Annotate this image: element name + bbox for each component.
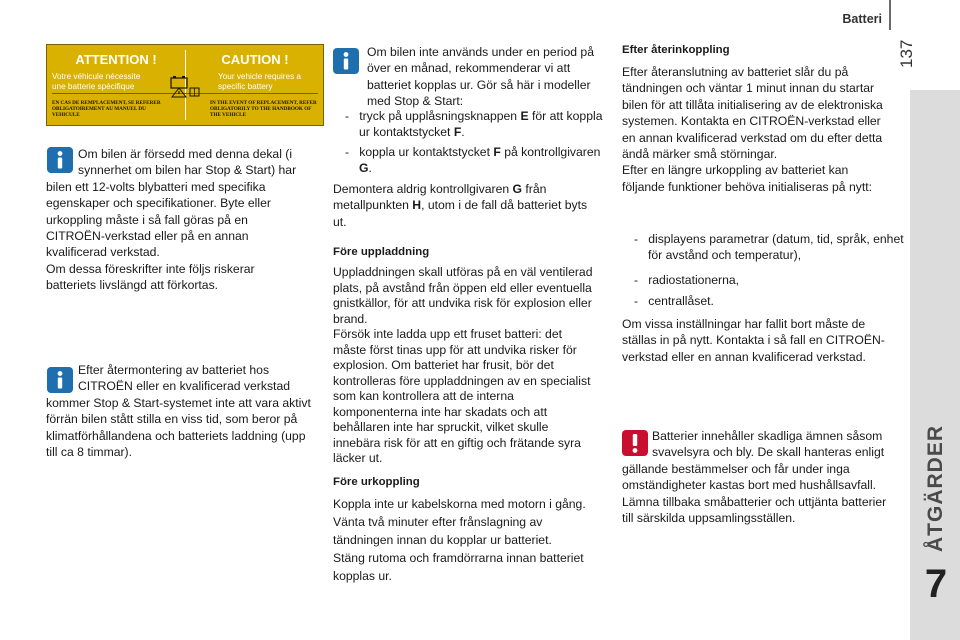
key-g-2: G	[512, 182, 523, 196]
page-header-title: Batteri	[842, 12, 882, 26]
warn-b-text: Lämna tillbaka småbatterier och uttjänta batterier till särskilda uppsamlingsställen.	[622, 494, 887, 526]
step1b: för att koppla ur kontaktstycket	[359, 109, 603, 140]
label-fr-small: EN CAS DE REMPLACEMENT, SE REFERER OBLIGATOIREMENT AU MANUEL DU VEHICULE	[52, 100, 161, 119]
demontera-a: Demontera aldrig kontrollgivaren	[333, 182, 513, 196]
step2c: .	[368, 161, 372, 176]
label-fr-title: ATTENTION !	[75, 52, 157, 67]
header-divider	[889, 0, 891, 30]
list-item-1: displayens parametrar (datum, tid, språk, enhet för avstånd och temperatur),	[648, 232, 904, 263]
note1b-text: Om dessa föreskrifter inte följs riskerar batteriets livslängd att förkortas.	[46, 261, 255, 293]
p2b: Vänta två minuter efter frånslagning av tändningen innan du kopplar ur batteriet.	[333, 515, 552, 547]
icon-spacer	[622, 428, 652, 458]
p1b: Försök inte ladda upp ett fruset batteri: det måste först tinas upp för att undvika risker för explosion. Om batteriet har frusit, bör det kontrolleras före uppladdningen av en specialist som kan kontrollera att de interna komponenterna inte har skadats och att behållaren inte har spruckit, vilket skulle innebära risk för att en giftig och frätande syra läcker ut.	[333, 327, 591, 465]
icon-spacer	[46, 362, 78, 392]
label-symbols	[158, 74, 214, 98]
step-disconnect: - koppla ur kontaktstycket F på kontrollgivaren G.	[345, 145, 601, 176]
list-item: - displayens parametrar (datum, tid, språk, enhet för avstånd och temperatur),	[634, 232, 904, 263]
p2c: Stäng rutoma och framdörrarna innan batteriet kopplas ur.	[333, 551, 584, 583]
chapter-title: ÅTGÄRDER	[924, 425, 947, 553]
note-long-parking: Om bilen inte används under en period på över en månad, rekommenderar vi att batteriet kopplas ur. Gör så här i modeller med Stop & Start:	[367, 45, 594, 109]
demontera-b: från metallpunkten	[333, 182, 547, 213]
list-item: - radiostationerna,	[634, 273, 740, 287]
label-en-text: Your vehicle requires a specific battery	[218, 72, 301, 91]
key-h: H	[412, 198, 422, 213]
label-en-title: CAUTION !	[221, 52, 289, 67]
note-stop-start	[46, 362, 312, 460]
page-number: 137	[897, 39, 916, 69]
key-g: G	[359, 161, 369, 176]
step1a: tryck på upplåsningsknappen	[359, 109, 521, 123]
c3p1b: Efter en längre urkoppling av batteriet kan följande funktioner behöva initialiseras på nytt:	[622, 163, 872, 194]
list-item-3: centrallåset.	[648, 294, 714, 308]
heading-before-charging: Före uppladdning	[333, 246, 430, 258]
note1-text: Om bilen är försedd med denna dekal (i synnerhet om bilen har Stop & Start) har bilen ett 12-volts blybatteri med specifika egenskaper och specifikationer. Byte eller urkoppling måste i så fall göras på en CITROËN-verkstad eller på en annan kvalificerad verkstad.	[46, 147, 297, 260]
warn-text: Batterier innehåller skadliga ämnen såsom svavelsyra och bly. De skall hanteras enligt gällande bestämmelser och får under inga omständigheter kastas bort med hushållsavfall.	[622, 429, 885, 493]
demontera-text	[333, 181, 595, 230]
chapter-number: 7	[924, 562, 948, 606]
key-e: E	[520, 109, 529, 123]
step2b: på kontrollgivaren	[500, 145, 601, 159]
battery-symbol-icon	[171, 76, 187, 88]
heading-before-disconnect: Före urkoppling	[333, 476, 420, 488]
p2: Koppla inte ur kabelskorna med motorn i gång.	[333, 497, 586, 511]
note2-text: Efter återmontering av batteriet hos CITROËN eller en kvalificerad verkstad kommer Stop & Start-systemet inte att vara aktivt förrän bilen stått stilla en viss tid, som beror på klimatförhållandena och batteriets laddning (upp till ca 8 timmar).	[46, 363, 311, 460]
before-charging-text	[333, 265, 597, 467]
settings-lost-text: Om vissa inställningar har fallit bort måste de ställas in på nytt. Kontakta i så fall en CITROËN-verkstad eller en annan kvalificerad verkstad.	[622, 317, 885, 364]
before-disconnect-text	[333, 495, 595, 585]
p1: Uppladdningen skall utföras på en väl ventilerad plats, på avstånd från öppen eld eller eventuella gnistkällor, för att undvika risk för explosion eller brand.	[333, 265, 593, 326]
warning-triangle-icon	[172, 88, 186, 97]
c3p1: Efter återanslutning av batteriet slår du på tändningen och väntar 1 minut innan du startar bilen för att tillåta initialisering av de elektroniska systemen. Kontakta en CITROËN-verkstad eller en annan kvalificerad verkstad om du efter detta ändå märker små störningar.	[622, 65, 883, 162]
demontera-c: , utom i de fall då batteriet byts ut.	[333, 198, 588, 229]
step1c: .	[461, 125, 465, 140]
battery-caution-label	[46, 44, 324, 126]
icon-spacer	[46, 146, 78, 176]
list-item: - centrallåset.	[634, 294, 714, 308]
warning-note	[622, 428, 888, 526]
list-item-2: radiostationerna,	[648, 273, 740, 287]
key-f: F	[453, 125, 462, 140]
note-sticker-battery	[46, 146, 308, 294]
step2a: koppla ur kontaktstycket	[359, 145, 494, 159]
label-fr-text: Votre véhicule nécessite une batterie spécifique	[52, 72, 141, 91]
info-icon	[333, 48, 359, 74]
heading-after-reconnect: Efter återinkoppling	[622, 44, 730, 56]
manual-book-icon	[190, 88, 199, 96]
step-press-release: - tryck på upplåsningsknappen E för att koppla ur kontaktstycket F.	[345, 109, 603, 140]
after-reconnect-text	[622, 64, 894, 195]
key-f-2: F	[493, 145, 501, 159]
label-en-small: IN THE EVENT OF REPLACEMENT, REFER OBLIGATORILY TO THE HANDBOOK OF THE VEHICLE	[210, 100, 317, 119]
